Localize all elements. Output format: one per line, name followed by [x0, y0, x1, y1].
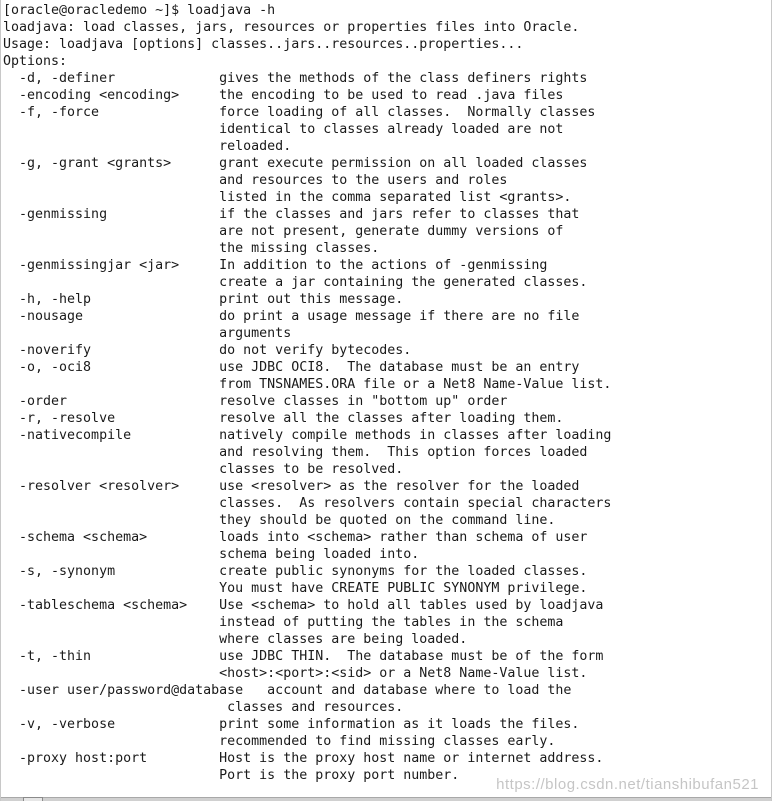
terminal-line: and resolving them. This option forces loaded	[3, 445, 588, 460]
terminal-line: -user user/password@database account and database where to load the	[3, 683, 572, 698]
terminal-line: <host>:<port>:<sid> or a Net8 Name-Value list.	[3, 666, 588, 681]
terminal-line: loadjava: load classes, jars, resources or properties files into Oracle.	[3, 20, 580, 35]
terminal-line: listed in the comma separated list <grants>.	[3, 190, 572, 205]
terminal-line: reloaded.	[3, 139, 292, 154]
terminal-line: are not present, generate dummy versions of	[3, 224, 564, 239]
terminal-line: -schema <schema> loads into <schema> rather than schema of user	[3, 530, 588, 545]
terminal-line: -s, -synonym create public synonyms for the loaded classes.	[3, 564, 588, 579]
terminal-line: the missing classes.	[3, 241, 380, 256]
terminal-line: classes and resources.	[3, 700, 404, 715]
terminal-line: You must have CREATE PUBLIC SYNONYM privilege.	[3, 581, 588, 596]
terminal-prompt-line: [oracle@oracledemo ~]$ loadjava -h	[3, 3, 276, 18]
terminal-line: classes to be resolved.	[3, 462, 404, 477]
terminal-line: -t, -thin use JDBC THIN. The database must be of the form	[3, 649, 604, 664]
terminal-line: -nativecompile natively compile methods in classes after loading	[3, 428, 612, 443]
terminal-line: Port is the proxy port number.	[3, 768, 460, 783]
terminal-line: arguments	[3, 326, 292, 341]
terminal-line: identical to classes already loaded are not	[3, 122, 564, 137]
terminal-line: -noverify do not verify bytecodes.	[3, 343, 412, 358]
terminal-line: Options:	[3, 54, 68, 69]
terminal-line: -genmissingjar <jar> In addition to the actions of -genmissing	[3, 258, 548, 273]
terminal-line: create a jar containing the generated classes.	[3, 275, 588, 290]
terminal-line: -nousage do print a usage message if there are no file	[3, 309, 580, 324]
terminal-line: -v, -verbose print some information as it loads the files.	[3, 717, 580, 732]
terminal-line: recommended to find missing classes early.	[3, 734, 556, 749]
terminal-line: -resolver <resolver> use <resolver> as the resolver for the loaded	[3, 479, 580, 494]
terminal-line: -tableschema <schema> Use <schema> to hold all tables used by loadjava	[3, 598, 604, 613]
terminal-line: Usage: loadjava [options] classes..jars..resources..properties...	[3, 37, 524, 52]
terminal-line: they should be quoted on the command line.	[3, 513, 556, 528]
terminal-line: and resources to the users and roles	[3, 173, 508, 188]
terminal-line: -proxy host:port Host is the proxy host name or internet address.	[3, 751, 604, 766]
terminal-bottom-bar	[1, 797, 771, 801]
terminal-line: -order resolve classes in "bottom up" order	[3, 394, 508, 409]
terminal-line: from TNSNAMES.ORA file or a Net8 Name-Value list.	[3, 377, 612, 392]
bottom-tab-indicator	[23, 797, 43, 801]
terminal-line: -h, -help print out this message.	[3, 292, 404, 307]
terminal-line: classes. As resolvers contain special characters	[3, 496, 612, 511]
terminal-line: -encoding <encoding> the encoding to be used to read .java files	[3, 88, 564, 103]
terminal-line: -d, -definer gives the methods of the class definers rights	[3, 71, 588, 86]
terminal-line: -o, -oci8 use JDBC OCI8. The database must be an entry	[3, 360, 580, 375]
terminal-line: schema being loaded into.	[3, 547, 420, 562]
terminal-line: -g, -grant <grants> grant execute permission on all loaded classes	[3, 156, 588, 171]
terminal-line: -f, -force force loading of all classes. Normally classes	[3, 105, 596, 120]
terminal-line: -genmissing if the classes and jars refer to classes that	[3, 207, 580, 222]
terminal-line: where classes are being loaded.	[3, 632, 468, 647]
terminal-line: instead of putting the tables in the schema	[3, 615, 564, 630]
terminal-line: -r, -resolve resolve all the classes after loading them.	[3, 411, 564, 426]
watermark: https://blog.csdn.net/tianshibufan521	[496, 776, 759, 793]
terminal-output[interactable]	[1, 0, 771, 784]
